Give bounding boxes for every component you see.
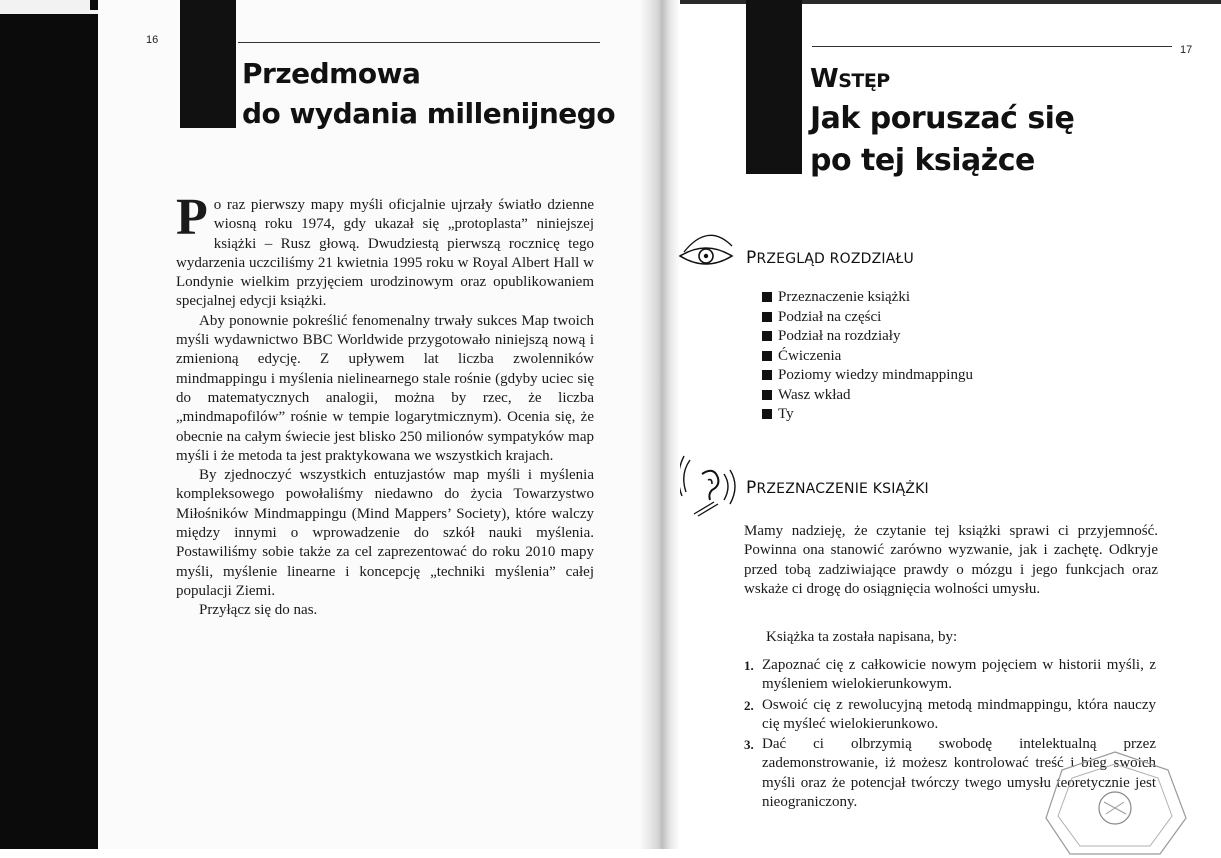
list-item-text: Przeznaczenie książki <box>778 289 911 305</box>
scan-edge-top <box>0 0 98 14</box>
section-heading-overview <box>746 248 914 268</box>
header-rule-right <box>812 46 1172 47</box>
list-item <box>762 308 1062 328</box>
list-item <box>744 656 1156 695</box>
chapter-title-line1: Przedmowa <box>242 57 421 90</box>
list-item-text: Oswoić cię z rewolucyjną metodą mindmappingu, która nauczy cię myśleć wielokierunkowo. <box>762 696 1156 732</box>
list-item-text: Poziomy wiedzy mindmappingu <box>778 367 973 383</box>
paragraph-3: By zjednoczyć wszystkich entuzjastów map myśli i myślenia kompleksowego powołaliśmy niedawno do życia Towarzystwo Miłośników Mindmappingu (Mind Mappers’ Society), które walczy między innymi o wprowadzenie do szkół nauki myślenia. Postawiliśmy sobie także za cel zaprezentować do roku 2010 mapy myśli, myślenie linearne i koncepcję „techniki myślenia” całej populacji Ziemi. <box>176 467 594 599</box>
chapter-block-left <box>180 0 236 128</box>
ear-icon <box>680 452 744 518</box>
section-heading-purpose-rest: RZEZNACZENIE KSIĄŻKI <box>756 481 929 497</box>
chapter-title-line2: do wydania millenijnego <box>242 97 616 130</box>
list-item-text: Ćwiczenia <box>778 347 842 364</box>
bullet-square-icon <box>762 390 772 400</box>
purpose-paragraph <box>744 522 1158 599</box>
list-item <box>744 696 1156 735</box>
purpose-paragraph-text: Mamy nadzieję, że czytanie tej książki sprawi ci przyjemność. Powinna ona stanowić zarówno wyzwanie, jak i zachętę. Odkryje przed tobą zadziwiające prawdy o mózgu i jego funkcjach oraz wskaże ci drogę do osiągnięcia wolności umysłu. <box>744 523 1158 597</box>
list-item-text: Podział na rozdziały <box>778 328 901 344</box>
chapter-overview-list <box>762 288 1062 425</box>
list-item-text: Zapoznać cię z całkowicie nowym pojęciem w historii myśli, z myśleniem wielokierunkowym. <box>762 657 1156 693</box>
chapter-label-rest: STĘP <box>838 70 890 92</box>
list-item <box>762 366 1062 386</box>
foreword-body <box>176 189 594 621</box>
chapter-block-right <box>746 0 802 174</box>
purpose-intro-text: Książka ta została napisana, by: <box>766 629 958 645</box>
book-gutter <box>640 0 680 849</box>
bullet-square-icon <box>762 292 772 302</box>
list-item-text: Wasz wkład <box>778 386 851 403</box>
purpose-intro <box>766 628 1146 647</box>
eye-icon <box>676 222 740 266</box>
section-heading-purpose-initial: P <box>746 478 757 498</box>
list-item-text: Dać ci olbrzymią swobodę intelektualną przez zademonstrowanie, iż możesz kontrolować treść i bieg swoich myśli oraz że potencjał twórczy twego umysłu teoretycznie jest nieograniczony. <box>762 736 1156 811</box>
bullet-square-icon <box>762 409 772 419</box>
list-item <box>762 288 1062 308</box>
page-number-right: 17 <box>1180 44 1193 56</box>
list-number: 2. <box>744 697 754 713</box>
chapter-label <box>810 64 890 96</box>
chapter-label-initial: W <box>810 64 839 94</box>
paragraph-1-text: o raz pierwszy mapy myśli oficjalnie ujrzały światło dzienne wiosną roku 1974, gdy ukazał się „protoplasta” niniejszej książki – Rusz głową. Dwudziestą pierwszą rocznicę tego wydarzenia uczciliśmy 21 kwietnia 1995 roku w Royal Albert Hall w Londynie wielkim przyjęciem urodzinowym oraz opublikowaniem specjalnej edycji książki. <box>176 197 594 310</box>
section-heading-overview-initial: P <box>746 248 757 268</box>
list-item <box>762 405 1062 425</box>
page-number-left: 16 <box>146 34 159 46</box>
list-item <box>762 327 1062 347</box>
bullet-square-icon <box>762 351 772 361</box>
paragraph-4: Przyłącz się do nas. <box>199 602 318 619</box>
section-heading-overview-rest: RZEGLĄD ROZDZIAŁU <box>756 251 915 267</box>
chapter-title-right-line1: Jak poruszać się <box>810 101 1075 136</box>
chapter-title-right-line2: po tej książce <box>810 143 1035 178</box>
drop-cap: P <box>176 189 208 246</box>
paragraph-2: Aby ponownie pokreślić fenomenalny trwały sukces Map twoich myśli wydawnictwo BBC Worldwide przygotowało niniejszą nową i zmienioną edycję. Z upływem lat liczba zwolenników mindmappingu i myślenia nielinearnego stale rośnie (gdyby uciec się do matematycznych analogii, można by rzec, że liczba „mindmapofilów” rośnie w tempie logarytmicznym). Ocenia się, że obecnie na całym świecie jest blisko 250 milionów sympatyków map myśli i że metoda ta jest praktykowana we wszystkich krajach. <box>176 312 594 464</box>
scan-edge-notch <box>90 0 98 10</box>
paragraph-1 <box>176 189 594 312</box>
header-rule-left <box>238 42 600 43</box>
list-item <box>762 347 1062 367</box>
bullet-square-icon <box>762 331 772 341</box>
library-stamp-icon <box>1040 748 1190 858</box>
bullet-square-icon <box>762 312 772 322</box>
list-item-text: Ty <box>778 406 794 422</box>
list-item-text: Podział na części <box>778 308 882 325</box>
section-heading-purpose <box>746 478 929 498</box>
bullet-square-icon <box>762 370 772 380</box>
scan-dark-edge <box>0 0 98 849</box>
list-number: 1. <box>744 658 754 673</box>
list-item <box>762 386 1062 406</box>
list-number: 3. <box>744 737 754 753</box>
